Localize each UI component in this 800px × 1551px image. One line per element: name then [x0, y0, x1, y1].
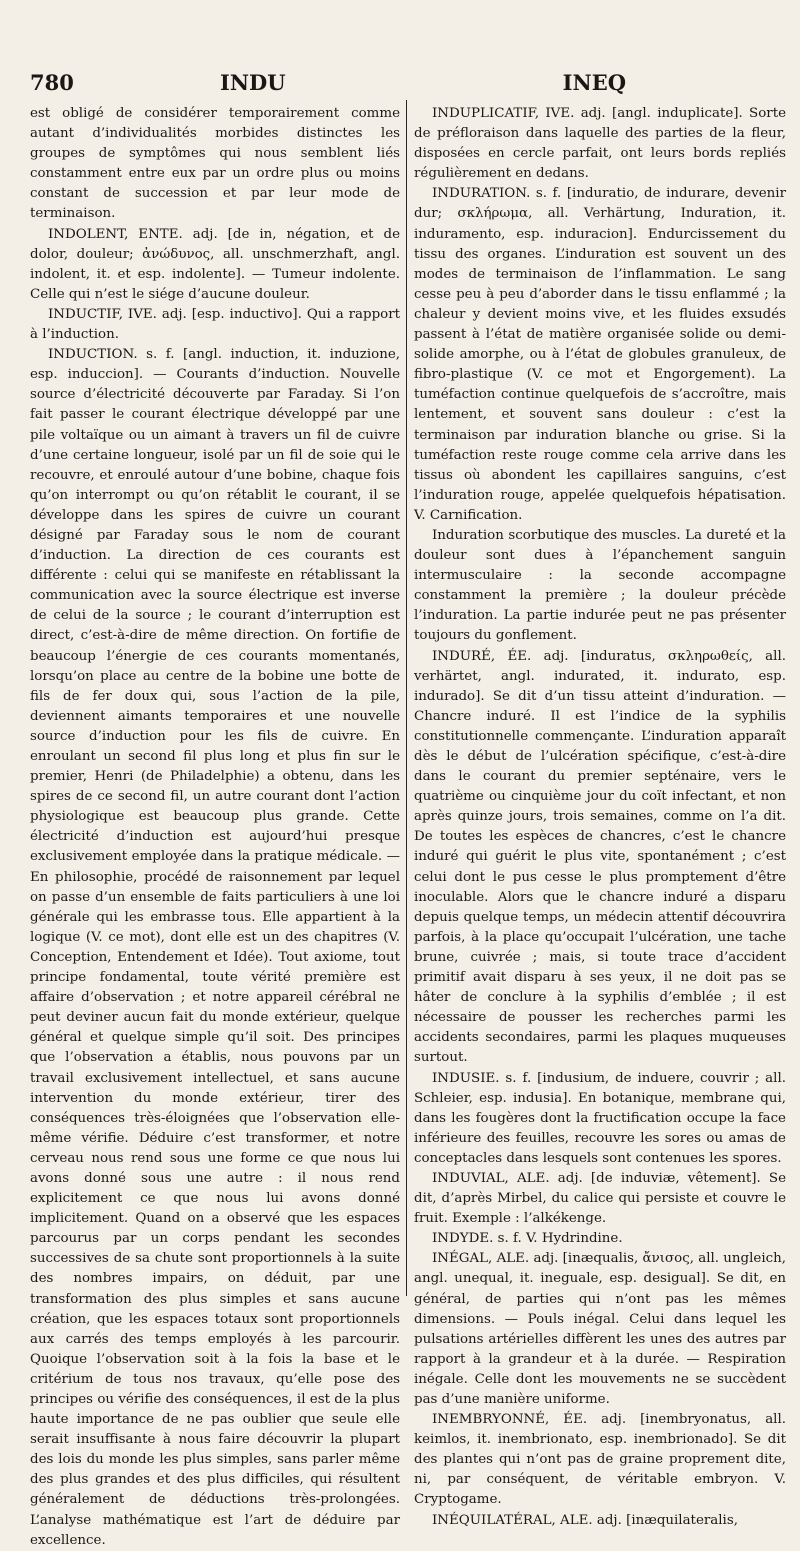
entry-indyde: INDYDE. s. f. V. Hydrindine. [432, 1231, 623, 1247]
entry-continuation: est obligé de considérer temporairement comme autant d’individualités morbides distinctes les groupes de symptômes qui nous semblent liés constamment entre eux par un ordre plus ou moins constant de succession et par leur mode de terminaison. [30, 106, 400, 222]
entry-indure: INDURÉ, ÉE. adj. [induratus, σκληρωθείς, all. verhärtet, angl. indurated, it. indurato, esp. indurado]. Se dit d’un tissu atteint d’induration. — Chancre induré. Il est l’indice de la syphilis constitutionnelle commençante. L’induration apparaît dès le début de l’ulcération spécifique, c’est-à-dire dans le courant du premier septénaire, vers le quatrième ou cinquième jour du coït infectant, et non après quinze jours, trois semaines, comme on l’a dit. De toutes les espèces de chancres, c’est le chancre induré qui guérit le plus vite, spontanément ; c’est celui dont le pus cesse le plus promptement d’être inoculable. Alors que le chancre induré a disparu depuis quelque temps, un médecin attentif découvrira parfois, à la place qu’occupait l’ulcération, une tache brune, cuivrée ; mais, si toute trace d’accident primitif avait disparu à ses yeux, il ne doit pas se hâter de conclure à la syphilis d’emblée ; il est nécessaire de pousser les recherches parmi les accidents secondaires, parmi les plaques muqueuses surtout. [414, 648, 786, 1066]
entry-indusie: INDUSIE. s. f. [indusium, de induere, couvrir ; all. Schleier, esp. indusia]. En botanique, membrane qui, dans les fougères dont la fructification occupe la face inférieure des feuilles, recouvre les sores ou amas de conceptacles dans lesquels sont contenues les spores. [414, 1070, 786, 1166]
right-guide-word: INEQ [562, 70, 626, 95]
entry-induration-scorbutique: Induration scorbutique des muscles. La dureté et la douleur sont dues à l’épanchement sanguin intermusculaire : la seconde accompagne constamment la première ; la douleur précède l’induration. La partie indurée peut ne pas présenter toujours du gonflement. [414, 527, 786, 644]
entry-induration: INDURATION. s. f. [induratio, de indurare, devenir dur; σκλήρωμα, all. Verhärtung, Induration, it. induramento, esp. induracion]. Endurcissement du tissu des organes. L’induration est souvent un des modes de terminaison de l’inflammation. Le sang cesse peu à peu d’aborder dans le tissu enflammé ; la chaleur y devient moins vive, et les fluides exsudés passent à l’état de matière organisée solide ou demi-solide amorphe, ou à l’état de globules granuleux, de fibro-plastique (V. ce mot et Engorgement). La tuméfaction continue quelquefois de s’accroître, mais lentement, et souvent sans douleur : c’est la terminaison par induration blanche ou grise. Si la tuméfaction reste rouge comme cela arrive dans les tissus où abondent les capillaires sanguins, c’est l’induration rouge, appelée quelquefois hépatisation. V. Carnification. [414, 186, 786, 523]
page-number: 780 [30, 70, 74, 95]
entry-indolent: INDOLENT, ENTE. adj. [de in, négation, et de dolor, douleur; ἀνώδυνος, all. unschmerzhaft, angl. indolent, it. et esp. indolente]. — Tumeur indolente. Celle qui n’est le siége d’aucune douleur. [30, 226, 400, 302]
entry-inembryonne: INEMBRYONNÉ, ÉE. adj. [inembryonatus, all. keimlos, it. inembrionato, esp. inembrionado]. Se dit des plantes qui n’ont pas de graine proprement dite, ni, par conséquent, de véritable embryon. V. Cryptogame. [414, 1412, 786, 1508]
entry-induvial: INDUVIAL, ALE. adj. [de induviæ, vêtement]. Se dit, d’après Mirbel, du calice qui persiste et couvre le fruit. Exemple : l’alkékenge. [414, 1170, 786, 1227]
entry-induplicatif: INDUPLICATIF, IVE. adj. [angl. induplicate]. Sorte de préfloraison dans laquelle des parties de la fleur, disposées en cercle parfait, ont leurs bords repliés régulièrement en dedans. [414, 106, 786, 182]
entry-inductif: INDUCTIF, IVE. adj. [esp. inductivo]. Qui a rapport à l’induction. [30, 306, 400, 343]
column-divider [406, 100, 407, 1296]
right-column [414, 104, 786, 1531]
running-header [30, 70, 786, 104]
entry-induction: INDUCTION. s. f. [angl. induction, it. induzione, esp. induccion]. — Courants d’induction. Nouvelle source d’électricité découverte par Faraday. Si l’on fait passer le courant électrique développé par une pile voltaïque ou un aimant à travers un fil de cuivre d’une certaine longueur, isolé par un fil de soie qui le recouvre, et enroulé autour d’une bobine, chaque fois qu’on interrompt ou qu’on rétablit le courant, il se développe dans les spires de cuivre un courant désigné par Faraday sous le nom de courant d’induction. La direction de ces courants est différente : celui qui se manifeste en rétablissant la communication avec la source électrique est inverse de celui de la source ; le courant d’interruption est direct, c’est-à-dire de même direction. On fortifie de beaucoup l’énergie de ces courants momentanés, lorsqu’on place au centre de la bobine une botte de fils de fer doux qui, sous l’action de la pile, deviennent aimants temporaires et une nouvelle source d’induction pour les fils de cuivre. En enroulant un second fil plus long et plus fin sur le premier, Henri (de Philadelphie) a obtenu, dans les spires de ce second fil, un autre courant dont l’action physiologique est beaucoup plus grande. Cette électricité d’induction est aujourd’hui presque exclusivement employée dans la pratique médicale. — En philosophie, procédé de raisonnement par lequel on passe d’un ensemble de faits particuliers à une loi générale qui les embrasse tous. Elle appartient à la logique (V. ce mot), dont elle est un des chapitres (V. Conception, Entendement et Idée). Tout axiome, tout principe fondamental, toute vérité première est affaire d’observation ; et notre appareil cérébral ne peut deviner aucun fait du monde extérieur, quelque général et quelque simple qu’il soit. Des principes que l’observation a établis, nous pouvons par un travail exclusivement intellectuel, et sans aucune intervention du monde extérieur, tirer des conséquences très-éloignées que l’observation elle-même vérifie. Déduire c’est transformer, et notre cerveau nous rend sous une forme ce que nous lui avons donné sous une autre : il nous rend explicitement ce que nous lui avons donné implicitement. Quand on a observé que les espaces parcourus par un corps pendant les secondes successives de sa chute sont proportionnels à la suite des nombres impairs, on déduit, par une transformation des plus simples et sans aucune création, que les espaces totaux sont proportionnels aux carrés des temps employés à les parcourir. Quoique l’observation soit à la fois la base et le critérium de tous nos travaux, qu’elle pose des principes ou vérifie des conséquences, il est de la plus haute importance de ne pas oublier que seule elle serait insuffisante à nous faire découvrir la plupart des lois du monde les plus simples, sans parler même des plus grandes et des plus difficiles, qui résultent généralement de déductions très-prolongées. L’analyse mathématique est l’art de déduire par excellence. [30, 347, 400, 1548]
entry-inegal: INÉGAL, ALE. adj. [inæqualis, ἄνισος, all. ungleich, angl. unequal, it. ineguale, esp. desigual]. Se dit, en général, de parties qui n’ont pas les mêmes dimensions. — Pouls inégal. Celui dans lequel les pulsations artérielles diffèrent les unes des autres par rapport à la grandeur et à la durée. — Respiration inégale. Celle dont les mouvements ne se succèdent pas d’une manière uniforme. [414, 1251, 786, 1407]
entry-inequilateral: INÉQUILATÉRAL, ALE. adj. [inæquilateralis, [432, 1512, 738, 1528]
left-guide-word: INDU [220, 70, 286, 95]
